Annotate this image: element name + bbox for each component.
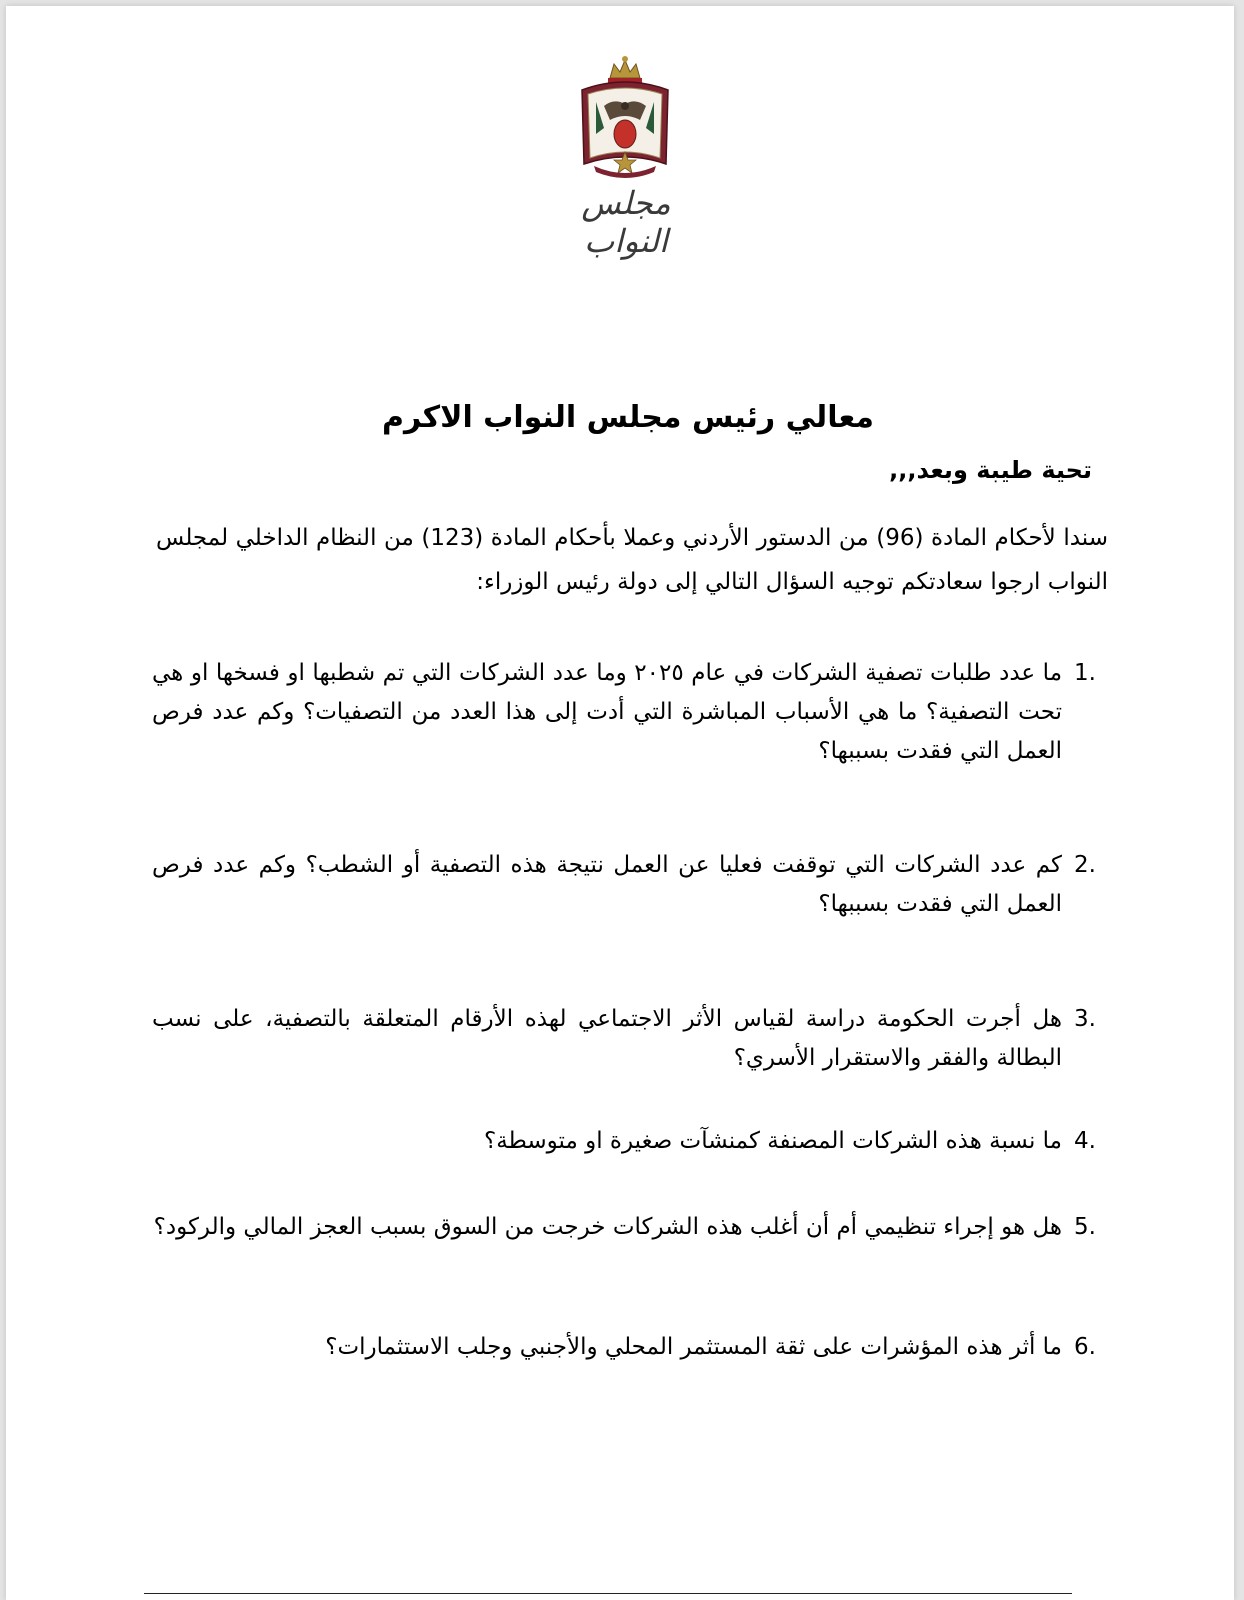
question-text: ما نسبة هذه الشركات المصنفة كمنشآت صغيرة او متوسطة؟	[483, 1128, 1062, 1154]
question-item	[152, 1122, 1096, 1161]
question-text: هل أجرت الحكومة دراسة لقياس الأثر الاجتماعي لهذه الأرقام المتعلقة بالتصفية، على نسب البطالة والفقر والاستقرار الأسري؟	[152, 1006, 1062, 1071]
question-number: 3.	[1074, 1006, 1096, 1032]
intro-paragraph: سندا لأحكام المادة (96) من الدستور الأردني وعملا بأحكام المادة (123) من النظام الداخلي لمجلس النواب ارجوا سعادتكم توجيه السؤال التالي إلى دولة رئيس الوزراء:	[156, 525, 1108, 595]
question-item	[152, 654, 1096, 771]
council-name: مجلس النواب	[581, 184, 671, 260]
question-number: 6.	[1074, 1334, 1096, 1360]
greeting: تحية طيبة وبعد,,,	[889, 456, 1092, 484]
question-number: 2.	[1074, 852, 1096, 878]
footer-divider	[144, 1593, 1072, 1594]
jordan-coat-of-arms-icon	[574, 54, 676, 184]
letter-title: معالي رئيس مجلس النواب الاكرم	[382, 400, 874, 435]
question-number: 1.	[1074, 660, 1096, 686]
question-text: كم عدد الشركات التي توقفت فعليا عن العمل نتيجة هذه التصفية أو الشطب؟ وكم عدد فرص العمل التي فقدت بسببها؟	[152, 852, 1062, 917]
question-item	[152, 1000, 1096, 1078]
question-number: 4.	[1074, 1128, 1096, 1154]
question-item	[152, 1328, 1096, 1367]
question-item	[152, 846, 1096, 924]
question-number: 5.	[1074, 1214, 1096, 1240]
document-page	[6, 6, 1234, 1600]
question-item	[152, 1208, 1096, 1247]
question-text: ما عدد طلبات تصفية الشركات في عام ٢٠٢٥ وما عدد الشركات التي تم شطبها او فسخها او هي تحت التصفية؟ ما هي الأسباب المباشرة التي أدت إلى هذا العدد من التصفيات؟ وكم عدد فرص العمل التي فقدت بسببها؟	[152, 660, 1063, 764]
question-text: ما أثر هذه المؤشرات على ثقة المستثمر المحلي والأجنبي وجلب الاستثمارات؟	[325, 1334, 1062, 1360]
question-text: هل هو إجراء تنظيمي أم أن أغلب هذه الشركات خرجت من السوق بسبب العجز المالي والركود؟	[153, 1214, 1062, 1240]
